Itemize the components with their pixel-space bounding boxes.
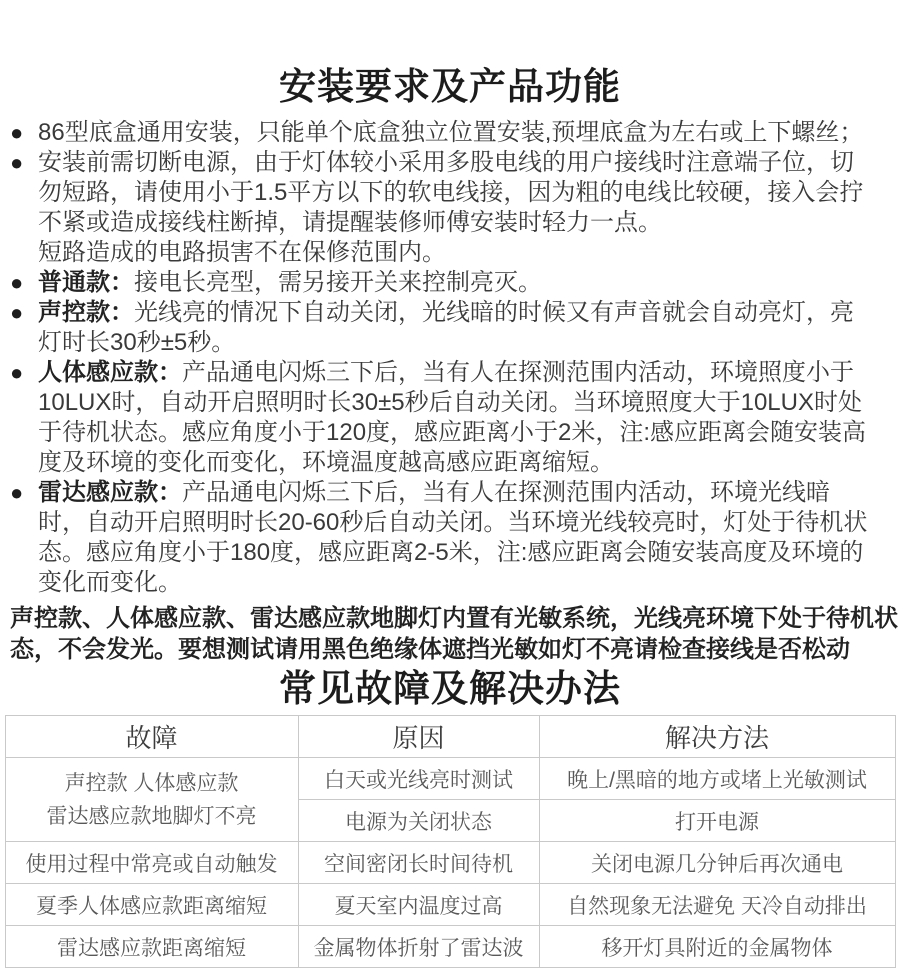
install-section-body — [0, 118, 900, 598]
bullet-paragraph-normal-model — [10, 268, 874, 298]
paragraph-text: 产品通电闪烁三下后，当有人在探测范围内活动，环境光线暗时，自动开启照明时长20-60秒后自动关闭。当环境光线较亮时，灯处于待机状态。感应角度小于180度，感应距离2-5米，注:感应距离会随安装高度及环境的变化而变化。 — [38, 479, 868, 596]
solution-cell: 关闭电源几分钟后再次通电 — [539, 842, 895, 884]
table-row — [5, 884, 895, 926]
cause-cell: 电源为关闭状态 — [298, 800, 539, 842]
table-row — [5, 926, 895, 968]
fault-cell: 夏季人体感应款距离缩短 — [5, 884, 298, 926]
column-header-solution: 解决方法 — [539, 716, 895, 758]
paragraph-text: 产品通电闪烁三下后，当有人在探测范围内活动，环境照度小于10LUX时，自动开启照明时长30±5秒后自动关闭。当环境照度大于10LUX时处于待机状态。感应角度小于120度，感应距离小于2米，注:感应距离会随安装高度及环境的变化而变化，环境温度越高感应距离缩短。 — [38, 359, 867, 476]
bullet-paragraph-power-off — [10, 148, 874, 238]
solution-cell: 移开灯具附近的金属物体 — [539, 926, 895, 968]
cause-cell: 空间密闭长时间待机 — [298, 842, 539, 884]
table-row — [5, 758, 895, 800]
bullet-paragraph-86box — [10, 118, 874, 148]
paragraph-label: 普通款： — [38, 269, 134, 296]
paragraph-label: 声控款： — [38, 299, 134, 326]
solution-cell: 自然现象无法避免 天冷自动排出 — [539, 884, 895, 926]
paragraph-text: 86型底盒通用安装，只能单个底盒独立位置安装,预埋底盒为左右或上下螺丝； — [38, 119, 864, 146]
table-header-row — [5, 716, 895, 758]
cause-cell: 白天或光线亮时测试 — [298, 758, 539, 800]
fault-line: 声控款 人体感应款 — [64, 771, 239, 795]
bullet-icon: ● — [10, 150, 24, 175]
paragraph-label: 雷达感应款： — [38, 479, 182, 506]
column-header-cause: 原因 — [298, 716, 539, 758]
bullet-icon: ● — [10, 300, 24, 325]
fault-line: 雷达感应款地脚灯不亮 — [46, 804, 257, 828]
paragraph-label: 人体感应款： — [38, 359, 182, 386]
paragraph-text: 光线亮的情况下自动关闭，光线暗的时候又有声音就会自动亮灯，亮灯时长30秒±5秒。 — [38, 299, 854, 356]
table-row — [5, 842, 895, 884]
bullet-icon: ● — [10, 360, 24, 385]
warranty-note: 短路造成的电路损害不在保修范围内。 — [38, 239, 446, 266]
cause-cell: 金属物体折射了雷达波 — [298, 926, 539, 968]
column-header-fault: 故障 — [5, 716, 298, 758]
fault-cell: 使用过程中常亮或自动触发 — [5, 842, 298, 884]
cause-cell: 夏天室内温度过高 — [298, 884, 539, 926]
bullet-icon: ● — [10, 120, 24, 145]
bullet-icon: ● — [10, 270, 24, 295]
photosensitive-warning: 声控款、人体感应款、雷达感应款地脚灯内置有光敏系统，光线亮环境下处于待机状态，不会发光。要想测试请用黑色绝缘体遮挡光敏如灯不亮请检查接线是否松动 — [10, 605, 898, 663]
troubleshooting-table — [5, 715, 896, 968]
faq-section-title: 常见故障及解决办法 — [279, 668, 621, 709]
fault-cell: 雷达感应款距离缩短 — [5, 926, 298, 968]
fault-cell-not-lighting — [5, 758, 298, 842]
paragraph-text: 接电长亮型，需另接开关来控制亮灭。 — [134, 269, 542, 296]
paragraph-text: 安装前需切断电源，由于灯体较小采用多股电线的用户接线时注意端子位，切勿短路，请使用小于1.5平方以下的软电线接，因为粗的电线比较硬，接入会拧不紧或造成接线柱断掉，请提醒装修师傅安装时轻力一点。 — [38, 149, 864, 236]
bullet-paragraph-pir-model — [10, 358, 874, 478]
bullet-paragraph-radar-model — [10, 478, 874, 598]
install-section-title: 安装要求及产品功能 — [279, 66, 621, 107]
solution-cell: 打开电源 — [539, 800, 895, 842]
bullet-icon: ● — [10, 480, 24, 505]
bullet-paragraph-sound-model — [10, 298, 874, 358]
solution-cell: 晚上/黑暗的地方或堵上光敏测试 — [539, 758, 895, 800]
